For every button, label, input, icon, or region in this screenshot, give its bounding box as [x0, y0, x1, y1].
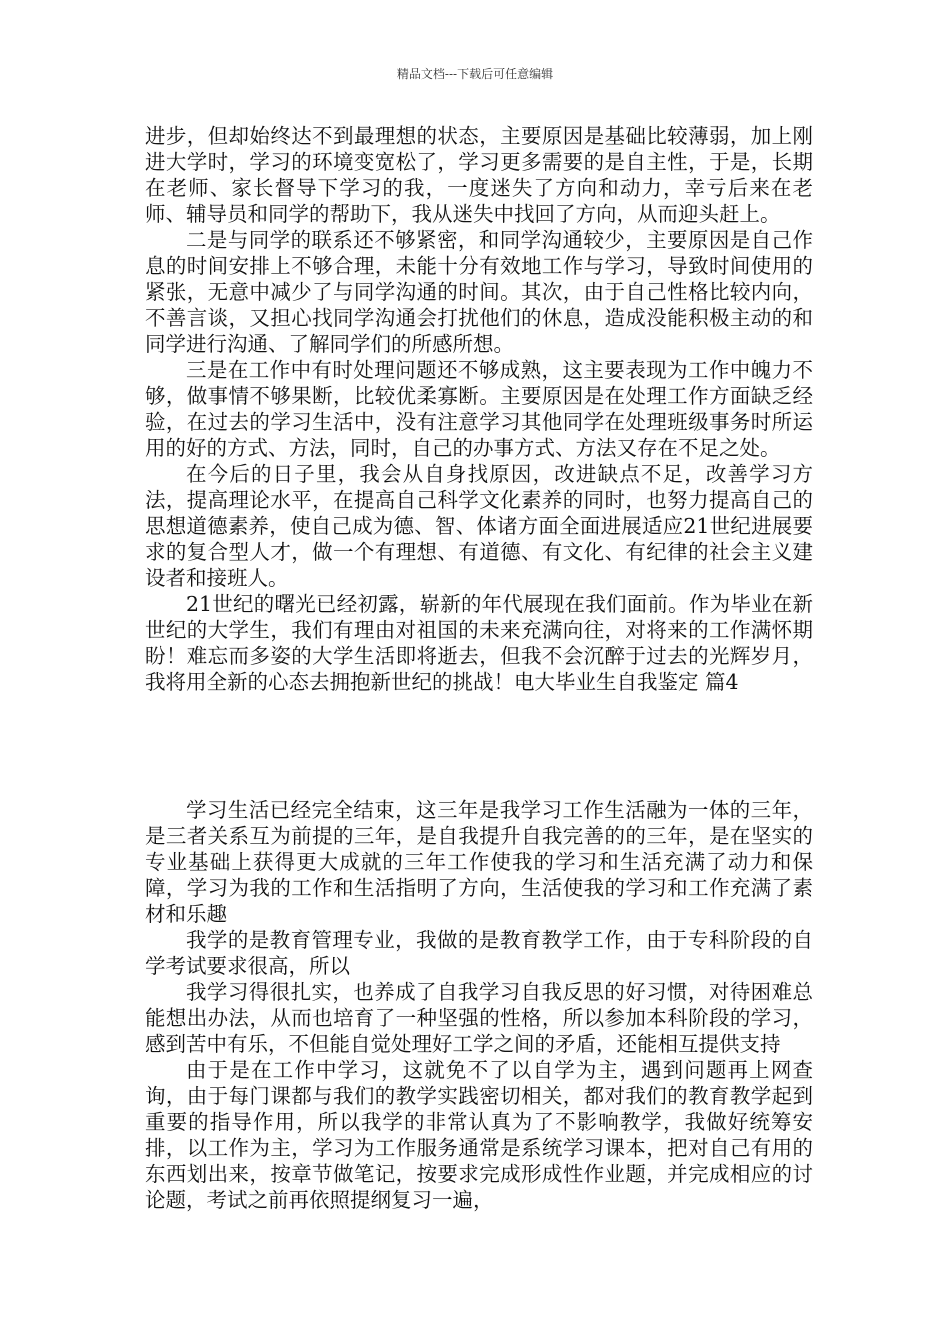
- page-header: 精品文档---下载后可任意编辑: [396, 67, 554, 81]
- body-text-top: [145, 123, 813, 695]
- paragraph: 我学的是教育管理专业，我做的是教育教学工作，由于专科阶段的自学考试要求很高，所以: [145, 928, 813, 978]
- paragraph: 由于是在工作中学习，这就免不了以自学为主，遇到问题再上网查询，由于每门课都与我们的教学实践密切相关，都对我们的教育教学起到重要的指导作用，所以我学的非常认真为了不影响教学，我做好统筹安排，以工作为主，学习为工作服务通常是系统学习课本，把对自己有用的东西划出来，按章节做笔记，按要求完成形成性作业题，并完成相应的讨论题，考试之前再依照提纲复习一遍，: [145, 1058, 813, 1212]
- paragraph: 学习生活已经完全结束，这三年是我学习工作生活融为一体的三年，是三者关系互为前提的三年，是自我提升自我完善的的三年，是在坚实的专业基础上获得更大成就的三年工作使我的学习和生活充满了动力和保障，学习为我的工作和生活指明了方向，生活使我的学习和工作充满了素材和乐趣: [145, 798, 813, 926]
- paragraph: 我学习得很扎实，也养成了自我学习自我反思的好习惯，对待困难总能想出办法，从而也培育了一种坚强的性格，所以参加本科阶段的学习，感到苦中有乐，不但能自觉处理好工学之间的矛盾，还能相互提供支持: [145, 980, 813, 1056]
- paragraph: 21世纪的曙光已经初露，崭新的年代展现在我们面前。作为毕业在新世纪的大学生，我们有理由对祖国的未来充满向往，对将来的工作满怀期盼！难忘而多姿的大学生活即将逝去，但我不会沉醉于过去的光辉岁月，我将用全新的心态去拥抱新世纪的挑战！电大毕业生自我鉴定 篇4: [145, 592, 813, 694]
- body-text-bottom: [145, 797, 813, 1213]
- paragraph: 在今后的日子里，我会从自身找原因，改进缺点不足，改善学习方法，提高理论水平，在提高自己科学文化素养的同时，也努力提高自己的思想道德素养，使自己成为德、智、体诸方面全面进展适应21世纪进展要求的复合型人才，做一个有理想、有道德、有文化、有纪律的社会主义建设者和接班人。: [145, 462, 813, 590]
- paragraph: 进步，但却始终达不到最理想的状态，主要原因是基础比较薄弱，加上刚进大学时，学习的环境变宽松了，学习更多需要的是自主性，于是，长期在老师、家长督导下学习的我，一度迷失了方向和动力，幸亏后来在老师、辅导员和同学的帮助下，我从迷失中找回了方向，从而迎头赶上。: [145, 124, 813, 226]
- paragraph: 二是与同学的联系还不够紧密，和同学沟通较少，主要原因是自己作息的时间安排上不够合理，未能十分有效地工作与学习，导致时间使用的紧张，无意中减少了与同学沟通的时间。其次，由于自己性格比较内向，不善言谈，又担心找同学沟通会打扰他们的休息，造成没能积极主动的和同学进行沟通、了解同学们的所感所想。: [145, 228, 813, 356]
- paragraph: 三是在工作中有时处理问题还不够成熟，这主要表现为工作中魄力不够，做事情不够果断，比较优柔寡断。主要原因是在处理工作方面缺乏经验，在过去的学习生活中，没有注意学习其他同学在处理班级事务时所运用的好的方式、方法，同时，自己的办事方式、方法又存在不足之处。: [145, 358, 813, 460]
